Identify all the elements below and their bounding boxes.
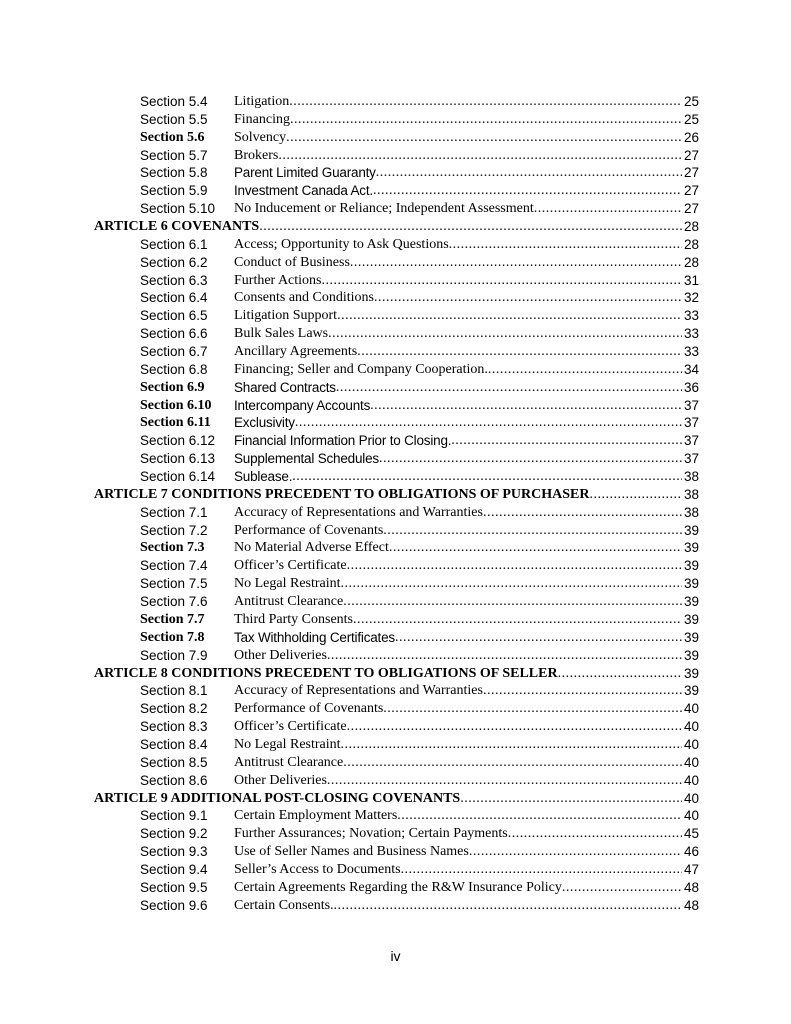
toc-section-title: Tax Withholding Certificates bbox=[234, 629, 395, 645]
toc-section-title: Certain Employment Matters bbox=[234, 808, 398, 824]
toc-section-row bbox=[94, 754, 699, 772]
toc-page-number: 32 bbox=[683, 290, 699, 306]
dot-leader bbox=[401, 861, 682, 879]
toc-article-title: ARTICLE 6 COVENANTS bbox=[94, 219, 260, 235]
dot-leader bbox=[350, 254, 682, 272]
toc-page-number: 25 bbox=[683, 111, 699, 127]
dot-leader bbox=[383, 700, 682, 718]
toc-entry-line bbox=[234, 289, 699, 307]
toc-section-number: Section 6.14 bbox=[140, 469, 216, 485]
dot-leader bbox=[376, 164, 682, 182]
toc-entry-line bbox=[234, 522, 699, 540]
toc-section-number: Section 6.8 bbox=[140, 361, 208, 377]
toc-section-row bbox=[94, 861, 699, 879]
toc-page-number: 40 bbox=[683, 701, 699, 717]
toc-section-number: Section 5.8 bbox=[140, 165, 208, 181]
toc-section-row bbox=[94, 200, 699, 218]
dot-leader bbox=[327, 647, 682, 665]
toc-section-title: Brokers bbox=[234, 147, 279, 163]
dot-leader bbox=[327, 772, 682, 790]
toc-entry-line bbox=[234, 718, 699, 736]
toc-section-row bbox=[94, 379, 699, 397]
dot-leader bbox=[370, 397, 682, 415]
toc-article-row bbox=[94, 218, 699, 236]
toc-entry-line bbox=[234, 754, 699, 772]
toc-page-number: 39 bbox=[683, 540, 699, 556]
toc-section-row bbox=[94, 361, 699, 379]
toc-page-number: 33 bbox=[683, 308, 699, 324]
dot-leader bbox=[328, 325, 682, 343]
toc-entry-line bbox=[234, 647, 699, 665]
toc-page-number: 45 bbox=[683, 826, 699, 842]
toc-section-row bbox=[94, 147, 699, 165]
toc-page-number: 39 bbox=[683, 576, 699, 592]
toc-entry-line bbox=[234, 843, 699, 861]
toc-section-number: Section 9.1 bbox=[140, 808, 208, 824]
toc-section-title: Financing; Seller and Company Cooperation. bbox=[234, 361, 488, 377]
toc-page-number: 27 bbox=[683, 183, 699, 199]
dot-leader bbox=[483, 682, 682, 700]
toc-section-row bbox=[94, 468, 699, 486]
toc-entry-line bbox=[94, 665, 699, 683]
toc-entry-line bbox=[234, 879, 699, 897]
toc-section-number: Section 8.3 bbox=[140, 719, 208, 735]
toc-page-number: 37 bbox=[683, 397, 699, 413]
toc-section-number: Section 7.5 bbox=[140, 576, 208, 592]
toc-entry-line bbox=[234, 539, 699, 557]
toc-page-number: 31 bbox=[683, 272, 699, 288]
toc-section-number: Section 7.9 bbox=[140, 647, 208, 663]
toc-page-number: 28 bbox=[683, 254, 699, 270]
dot-leader bbox=[286, 129, 682, 147]
toc-entry-line bbox=[234, 700, 699, 718]
toc-section-number: Section 7.1 bbox=[140, 504, 208, 520]
toc-section-row bbox=[94, 629, 699, 647]
toc-section-title: Third Party Consents bbox=[234, 611, 353, 627]
toc-page-number: 33 bbox=[683, 344, 699, 360]
dot-leader bbox=[562, 879, 682, 897]
dot-leader bbox=[389, 539, 682, 557]
toc-page-number: 26 bbox=[683, 129, 699, 145]
toc-section-row bbox=[94, 611, 699, 629]
toc-entry-line bbox=[234, 361, 699, 379]
toc-entry-line bbox=[234, 593, 699, 611]
toc-page-number: 37 bbox=[683, 415, 699, 431]
toc-section-number: Section 8.2 bbox=[140, 701, 208, 717]
toc-page-number: 33 bbox=[683, 326, 699, 342]
toc-section-number: Section 8.5 bbox=[140, 754, 208, 770]
toc-entry-line bbox=[94, 486, 699, 504]
dot-leader bbox=[347, 557, 682, 575]
toc-article-row bbox=[94, 665, 699, 683]
dot-leader bbox=[460, 790, 682, 808]
toc-page-number: 37 bbox=[683, 433, 699, 449]
toc-section-number: Section 5.5 bbox=[140, 111, 208, 127]
toc-page-number: 27 bbox=[683, 147, 699, 163]
dot-leader bbox=[347, 718, 682, 736]
toc-section-row bbox=[94, 879, 699, 897]
toc-entry-line bbox=[234, 611, 699, 629]
toc-page-number: 38 bbox=[683, 504, 699, 520]
toc-entry-line bbox=[234, 379, 699, 397]
toc-section-row bbox=[94, 254, 699, 272]
toc-section-number: Section 7.3 bbox=[140, 540, 205, 556]
toc-page-number: 39 bbox=[683, 522, 699, 538]
toc-section-row bbox=[94, 897, 699, 915]
toc-section-title: Financial Information Prior to Closing. bbox=[234, 433, 452, 449]
toc-section-title: Conduct of Business bbox=[234, 254, 350, 270]
dot-leader bbox=[558, 665, 682, 683]
toc-section-title: Antitrust Clearance bbox=[234, 594, 344, 610]
toc-entry-line bbox=[234, 736, 699, 754]
toc-entry-line bbox=[234, 807, 699, 825]
toc-section-number: Section 9.6 bbox=[140, 897, 208, 913]
toc-section-row bbox=[94, 736, 699, 754]
toc-page-number: 40 bbox=[683, 790, 699, 806]
toc-entry-line bbox=[234, 432, 699, 450]
toc-section-number: Section 5.6 bbox=[140, 129, 205, 145]
toc-section-row bbox=[94, 593, 699, 611]
toc-section-title: Further Assurances; Novation; Certain Payments bbox=[234, 826, 508, 842]
toc-section-row bbox=[94, 807, 699, 825]
toc-page-number: 27 bbox=[683, 165, 699, 181]
toc-section-number: Section 8.4 bbox=[140, 736, 208, 752]
toc-entry-line bbox=[234, 468, 699, 486]
toc-section-title: Litigation Support bbox=[234, 308, 338, 324]
toc-section-number: Section 5.10 bbox=[140, 201, 216, 217]
toc-section-row bbox=[94, 272, 699, 290]
toc-page-number: 39 bbox=[683, 665, 699, 681]
toc-section-row bbox=[94, 772, 699, 790]
toc-entry-line bbox=[234, 93, 699, 111]
toc-entry-line bbox=[234, 147, 699, 165]
toc-entry-line bbox=[234, 307, 699, 325]
toc-section-title: No Material Adverse Effect bbox=[234, 540, 389, 556]
toc-section-number: Section 7.7 bbox=[140, 611, 205, 627]
toc-section-number: Section 6.1 bbox=[140, 236, 208, 252]
dot-leader bbox=[343, 754, 682, 772]
toc-entry-line bbox=[234, 897, 699, 915]
toc-section-title: Further Actions bbox=[234, 272, 322, 288]
toc-entry-line bbox=[234, 200, 699, 218]
dot-leader bbox=[295, 414, 682, 432]
toc-section-row bbox=[94, 182, 699, 200]
toc-entry-line bbox=[94, 218, 699, 236]
toc-section-number: Section 6.4 bbox=[140, 290, 208, 306]
toc-entry-line bbox=[234, 397, 699, 415]
toc-section-row bbox=[94, 289, 699, 307]
dot-leader bbox=[469, 843, 682, 861]
toc-entry-line bbox=[234, 504, 699, 522]
toc-page-number: 48 bbox=[683, 879, 699, 895]
dot-leader bbox=[379, 450, 682, 468]
toc-section-row bbox=[94, 325, 699, 343]
dot-leader bbox=[290, 111, 682, 129]
dot-leader bbox=[322, 272, 682, 290]
dot-leader bbox=[373, 182, 682, 200]
toc-section-row bbox=[94, 575, 699, 593]
toc-section-title: Investment Canada Act. bbox=[234, 183, 373, 199]
toc-section-row bbox=[94, 236, 699, 254]
toc-section-number: Section 9.3 bbox=[140, 844, 208, 860]
toc-page-number: 40 bbox=[683, 808, 699, 824]
dot-leader bbox=[341, 736, 682, 754]
toc-section-title: Accuracy of Representations and Warranties bbox=[234, 504, 483, 520]
toc-section-row bbox=[94, 414, 699, 432]
toc-section-title: Shared Contracts bbox=[234, 379, 336, 395]
toc-page-number: 27 bbox=[683, 201, 699, 217]
toc-page-number: 25 bbox=[683, 94, 699, 109]
toc-entry-line bbox=[234, 254, 699, 272]
toc-section-row bbox=[94, 647, 699, 665]
toc-section-number: Section 6.5 bbox=[140, 308, 208, 324]
toc-section-number: Section 8.1 bbox=[140, 683, 208, 699]
toc-page-number: 46 bbox=[683, 844, 699, 860]
toc-entry-line bbox=[234, 343, 699, 361]
toc-page-number: 40 bbox=[683, 754, 699, 770]
toc-section-number: Section 9.4 bbox=[140, 861, 208, 877]
toc-section-title: Bulk Sales Laws bbox=[234, 326, 329, 342]
toc-section-row bbox=[94, 343, 699, 361]
toc-section-title: No Legal Restraint bbox=[234, 736, 341, 752]
dot-leader bbox=[397, 807, 682, 825]
toc-section-title: Antitrust Clearance bbox=[234, 754, 344, 770]
toc-section-number: Section 6.2 bbox=[140, 254, 208, 270]
toc-page-number: 39 bbox=[683, 647, 699, 663]
toc-section-number: Section 7.2 bbox=[140, 522, 208, 538]
toc-section-number: Section 5.4 bbox=[140, 94, 208, 109]
toc-section-row bbox=[94, 129, 699, 147]
page-number: iv bbox=[390, 948, 401, 964]
toc-page-number: 40 bbox=[683, 719, 699, 735]
dot-leader bbox=[395, 629, 682, 647]
toc-section-title: No Inducement or Reliance; Independent Assessment bbox=[234, 201, 534, 217]
dot-leader bbox=[449, 236, 682, 254]
dot-leader bbox=[289, 93, 682, 111]
toc-article-row bbox=[94, 486, 699, 504]
toc-section-title: Sublease. bbox=[234, 469, 293, 485]
toc-page-number: 39 bbox=[683, 683, 699, 699]
toc-section-title: Performance of Covenants bbox=[234, 701, 384, 717]
toc-page-number: 28 bbox=[683, 236, 699, 252]
toc-section-row bbox=[94, 164, 699, 182]
toc-section-title: Officer’s Certificate bbox=[234, 558, 347, 574]
toc-entry-line bbox=[234, 450, 699, 468]
toc-entry-line bbox=[234, 164, 699, 182]
dot-leader bbox=[383, 522, 682, 540]
toc-section-title: Exclusivity bbox=[234, 415, 295, 431]
toc-entry-line bbox=[94, 790, 699, 808]
toc-section-row bbox=[94, 397, 699, 415]
dot-leader bbox=[508, 825, 682, 843]
toc-entry-line bbox=[234, 825, 699, 843]
toc-section-title: Accuracy of Representations and Warranties bbox=[234, 683, 483, 699]
toc-page-number: 37 bbox=[683, 451, 699, 467]
toc-section-title: Other Deliveries bbox=[234, 772, 327, 788]
table-of-contents bbox=[94, 93, 699, 915]
toc-entry-line bbox=[234, 557, 699, 575]
toc-article-title: ARTICLE 7 CONDITIONS PRECEDENT TO OBLIGATIONS OF PURCHASER bbox=[94, 486, 590, 502]
dot-leader bbox=[343, 593, 682, 611]
dot-leader bbox=[259, 218, 682, 236]
toc-entry-line bbox=[234, 861, 699, 879]
toc-entry-line bbox=[234, 129, 699, 147]
toc-section-title: Performance of Covenants bbox=[234, 522, 384, 538]
toc-article-row bbox=[94, 790, 699, 808]
toc-entry-line bbox=[234, 272, 699, 290]
dot-leader bbox=[341, 575, 682, 593]
dot-leader bbox=[357, 343, 682, 361]
toc-article-title: ARTICLE 9 ADDITIONAL POST-CLOSING COVENANTS bbox=[94, 790, 461, 806]
toc-section-row bbox=[94, 539, 699, 557]
toc-section-number: Section 9.2 bbox=[140, 826, 208, 842]
toc-section-number: Section 6.9 bbox=[140, 379, 205, 395]
toc-section-number: Section 6.12 bbox=[140, 433, 216, 449]
toc-section-title: Parent Limited Guaranty bbox=[234, 165, 376, 181]
toc-section-row bbox=[94, 682, 699, 700]
toc-page-number: 38 bbox=[683, 486, 699, 502]
toc-section-number: Section 7.8 bbox=[140, 629, 205, 645]
toc-section-number: Section 6.13 bbox=[140, 451, 216, 467]
toc-page-number: 39 bbox=[683, 558, 699, 574]
toc-page-number: 39 bbox=[683, 594, 699, 610]
toc-entry-line bbox=[234, 575, 699, 593]
toc-section-row bbox=[94, 843, 699, 861]
toc-section-title: Use of Seller Names and Business Names bbox=[234, 844, 469, 860]
toc-section-number: Section 7.6 bbox=[140, 594, 208, 610]
toc-page-number: 36 bbox=[683, 379, 699, 395]
toc-section-title: Officer’s Certificate bbox=[234, 719, 347, 735]
toc-section-row bbox=[94, 718, 699, 736]
toc-section-title: No Legal Restraint bbox=[234, 576, 341, 592]
toc-section-title: Solvency bbox=[234, 129, 287, 145]
toc-section-row bbox=[94, 825, 699, 843]
toc-section-number: Section 5.7 bbox=[140, 147, 208, 163]
toc-section-title: Certain Consents. bbox=[234, 897, 334, 913]
toc-section-title: Litigation bbox=[234, 94, 290, 109]
toc-section-title: Supplemental Schedules bbox=[234, 451, 379, 467]
toc-page-number: 40 bbox=[683, 736, 699, 752]
toc-page-number: 47 bbox=[683, 861, 699, 877]
toc-entry-line bbox=[234, 111, 699, 129]
dot-leader bbox=[278, 147, 682, 165]
toc-section-row bbox=[94, 557, 699, 575]
dot-leader bbox=[334, 897, 682, 915]
toc-section-row bbox=[94, 432, 699, 450]
dot-leader bbox=[374, 289, 682, 307]
toc-entry-line bbox=[234, 236, 699, 254]
dot-leader bbox=[337, 307, 682, 325]
dot-leader bbox=[451, 432, 682, 450]
dot-leader bbox=[483, 504, 682, 522]
toc-entry-line bbox=[234, 414, 699, 432]
toc-section-title: Seller’s Access to Documents bbox=[234, 861, 401, 877]
toc-section-row bbox=[94, 522, 699, 540]
toc-section-number: Section 8.6 bbox=[140, 772, 208, 788]
toc-section-number: Section 6.11 bbox=[140, 415, 211, 431]
toc-section-row bbox=[94, 700, 699, 718]
dot-leader bbox=[336, 379, 682, 397]
dot-leader bbox=[589, 486, 682, 504]
toc-page-number: 40 bbox=[683, 772, 699, 788]
toc-section-row bbox=[94, 111, 699, 129]
toc-entry-line bbox=[234, 325, 699, 343]
toc-section-number: Section 9.5 bbox=[140, 879, 208, 895]
dot-leader bbox=[534, 200, 682, 218]
toc-entry-line bbox=[234, 682, 699, 700]
toc-section-number: Section 6.3 bbox=[140, 272, 208, 288]
toc-section-number: Section 7.4 bbox=[140, 558, 208, 574]
toc-section-row bbox=[94, 504, 699, 522]
toc-page-number: 48 bbox=[683, 897, 699, 913]
toc-section-title: Consents and Conditions bbox=[234, 290, 375, 306]
toc-section-title: Access; Opportunity to Ask Questions bbox=[234, 236, 449, 252]
toc-page-number: 39 bbox=[683, 629, 699, 645]
toc-section-title: Ancillary Agreements bbox=[234, 344, 358, 360]
toc-section-title: Certain Agreements Regarding the R&W Insurance Policy bbox=[234, 879, 562, 895]
toc-section-number: Section 6.6 bbox=[140, 326, 208, 342]
toc-section-number: Section 6.10 bbox=[140, 397, 212, 413]
toc-entry-line bbox=[234, 629, 699, 647]
toc-section-title: Other Deliveries bbox=[234, 647, 327, 663]
toc-section-row bbox=[94, 307, 699, 325]
toc-section-row bbox=[94, 93, 699, 111]
dot-leader bbox=[292, 468, 682, 486]
toc-article-title: ARTICLE 8 CONDITIONS PRECEDENT TO OBLIGATIONS OF SELLER bbox=[94, 665, 558, 681]
toc-section-title: Intercompany Accounts bbox=[234, 397, 371, 413]
toc-section-number: Section 5.9 bbox=[140, 183, 208, 199]
dot-leader bbox=[353, 611, 682, 629]
toc-section-row bbox=[94, 450, 699, 468]
toc-page-number: 38 bbox=[683, 469, 699, 485]
dot-leader bbox=[488, 361, 682, 379]
toc-section-number: Section 6.7 bbox=[140, 344, 208, 360]
toc-page-number: 34 bbox=[683, 361, 699, 377]
toc-entry-line bbox=[234, 182, 699, 200]
toc-section-title: Financing bbox=[234, 111, 290, 127]
toc-page-number: 39 bbox=[683, 611, 699, 627]
toc-page-number: 28 bbox=[683, 219, 699, 235]
toc-entry-line bbox=[234, 772, 699, 790]
